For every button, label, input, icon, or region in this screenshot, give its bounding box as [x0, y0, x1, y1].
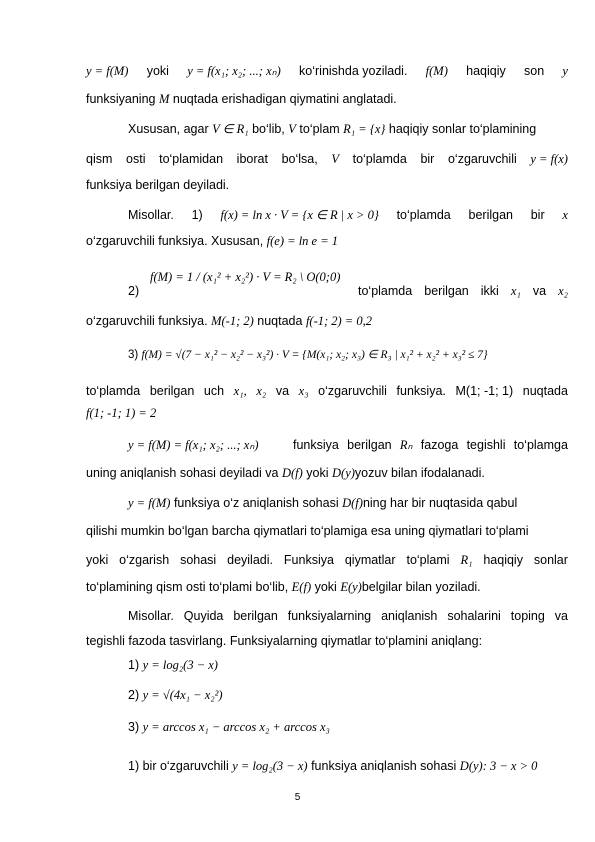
word: tegishli: [466, 438, 506, 452]
formula: x₃: [298, 384, 309, 398]
word: toping: [510, 609, 545, 623]
formula: y = log₂(3 − x): [142, 658, 218, 672]
word: to‘plamda: [86, 384, 141, 398]
word: berilgan: [233, 609, 278, 623]
word: berilgan: [424, 284, 469, 298]
page-number: 5: [294, 792, 301, 803]
list-number: 3): [128, 349, 139, 361]
exercise-item-2: [128, 686, 568, 704]
formula: D(y): [332, 466, 355, 480]
formula: D(y): 3 − x > 0: [459, 759, 538, 773]
paragraph-4-line-2: [86, 312, 568, 330]
word: berilgan: [347, 438, 392, 452]
word: to‘plamga: [513, 438, 568, 452]
paragraph-3-line-2: [86, 232, 568, 250]
word: osti: [126, 152, 146, 166]
word: Funksiya: [283, 553, 334, 567]
line-rest: [293, 436, 568, 454]
formula: x₂: [558, 284, 568, 298]
formula: x₁: [510, 284, 521, 298]
formula: V: [331, 152, 339, 166]
word: aniqlanish: [381, 609, 438, 623]
word: ko‘rinishda yoziladi.: [299, 64, 408, 78]
formula: f(M) = 1 / (x₁² + x₂²) · V = R₂ \ O(0;0): [150, 270, 341, 284]
word: Misollar.: [128, 208, 174, 222]
word: to‘plami: [406, 553, 450, 567]
text: haqiqiy sonlar to‘plamining: [388, 122, 537, 136]
formula: f(-1; 2) = 0,2: [305, 314, 372, 328]
formula: D(f): [342, 496, 363, 510]
formula: D(f): [281, 466, 303, 480]
text: to‘plam: [299, 122, 340, 136]
paragraph-7-line-4: [86, 578, 568, 596]
formula: f(M) = √(7 − x₁² − x₂² − x₃²) · V = {M(x₁; x₂; x₃) ∈ R₃ | x₁² + x₂² + x₃² ≤ 7}: [141, 349, 488, 361]
text: funksiya berilgan deyiladi.: [86, 178, 230, 192]
word: va: [532, 284, 547, 298]
paragraph-1-line-1: [86, 62, 568, 80]
text: nuqtada: [257, 314, 303, 328]
word: qiymatlar: [344, 553, 396, 567]
paragraph-7-line-2: [86, 522, 568, 540]
word: yoki: [146, 64, 169, 78]
formula: M: [158, 92, 170, 106]
paragraph-9-line-1: [128, 757, 568, 775]
formula: y = f(M): [128, 496, 171, 510]
text: yozuv bilan ifodalanadi.: [354, 466, 485, 480]
word: iborat: [236, 152, 268, 166]
text: 1) bir o‘zgaruvchili: [128, 759, 229, 773]
formula: y = f(x): [530, 152, 568, 166]
text: to‘plamining qism osti to‘plami bo‘lib,: [86, 580, 289, 594]
word: haqiqiy: [466, 64, 506, 78]
word: bir: [420, 152, 435, 166]
word: va: [554, 609, 568, 623]
formula: M(-1; 2): [211, 314, 254, 328]
formula: y = f(x₁; x₂; ...; xₙ): [187, 64, 281, 78]
paragraph-2-line-2: [86, 150, 568, 168]
formula: f(M): [425, 64, 448, 78]
formula: y = f(M) = f(x₁; x₂; ...; xₙ): [128, 438, 259, 452]
word: qism: [86, 152, 113, 166]
formula: R₁: [460, 553, 473, 567]
text: nuqtada erishadigan qiymatini anglatadi.: [172, 92, 397, 106]
formula: V: [288, 122, 296, 136]
formula: Rₙ: [399, 438, 413, 452]
word: Misollar.: [128, 609, 174, 623]
line-rest: [358, 282, 568, 300]
text: ning har bir nuqtasida qabul: [362, 496, 518, 510]
text: bo‘lib,: [252, 122, 285, 136]
word: M(1; -1; 1): [455, 384, 514, 398]
paragraph-6-line-2: [86, 464, 568, 482]
exercise-item-3: [128, 718, 568, 736]
text: uning aniqlanish sohasi deyiladi va: [86, 466, 279, 480]
formula: E(f): [291, 580, 312, 594]
formula: y = log₂(3 − x): [232, 759, 308, 773]
text: tegishli fazoda tasvirlang. Funksiyalarning qiymatlar to‘plamini aniqlang:: [86, 634, 483, 648]
word: bo‘lsa,: [281, 152, 318, 166]
paragraph-5-line-3: [86, 404, 568, 422]
word: Quyida: [183, 609, 224, 623]
list-number: 3): [128, 720, 140, 734]
word: sohasi: [180, 553, 217, 567]
word: sonlar: [533, 553, 568, 567]
word: ikki: [480, 284, 499, 298]
word: to‘plamda: [352, 152, 407, 166]
word: deyiladi.: [227, 553, 273, 567]
formula: x₂: [256, 384, 267, 398]
formula: f(x) = ln x · V = {x ∈ R | x > 0}: [220, 208, 379, 222]
word: berilgan: [149, 384, 195, 398]
formula: f(1; -1; 1) = 2: [86, 406, 157, 420]
text: o‘zgaruvchili funksiya.: [86, 314, 208, 328]
paragraph-7-line-1: [128, 494, 568, 512]
word: sohalarini: [447, 609, 501, 623]
word: to‘plamda: [396, 208, 451, 222]
formula: y: [562, 64, 568, 78]
word: 1): [191, 208, 203, 222]
word: o‘zgaruvchili: [447, 152, 517, 166]
word: bir: [530, 208, 545, 222]
word: to‘plamidan: [159, 152, 224, 166]
paragraph-3-line-1: [128, 206, 568, 224]
formula: E(y): [340, 580, 362, 594]
formula: f(e) = ln e = 1: [266, 234, 339, 248]
paragraph-2-line-3: [86, 176, 568, 194]
paragraph-8-line-2: [86, 632, 568, 650]
text: qilishi mumkin bo‘lgan barcha qiymatlari to‘plamiga esa uning qiymatlari to‘plami: [86, 524, 529, 538]
word: haqiqiy: [483, 553, 523, 567]
word: o‘zgaruvchili: [318, 384, 387, 398]
formula: x: [562, 208, 568, 222]
text: funksiya o‘z aniqlanish sohasi: [173, 496, 339, 510]
formula: R₁ = {x}: [343, 122, 386, 136]
paragraph-1-line-2: [86, 90, 568, 108]
paragraph-5-line-1: [128, 346, 568, 364]
formula: y = arccos x₁ − arccos x₂ + arccos x₃: [142, 720, 330, 734]
word: va: [275, 384, 290, 398]
text: belgilar bilan yoziladi.: [361, 580, 481, 594]
paragraph-8-line-1: [128, 607, 568, 625]
list-number: 2): [128, 688, 140, 702]
list-number: 2): [128, 284, 140, 298]
text: funksiyaning: [86, 92, 156, 106]
text: yoki: [314, 580, 337, 594]
word: funksiya: [293, 438, 339, 452]
paragraph-7-line-3: [86, 551, 568, 569]
exercise-item-1: [128, 656, 568, 674]
word: nuqtada: [522, 384, 568, 398]
formula: y = f(M): [86, 64, 129, 78]
word: o‘zgarish: [119, 553, 170, 567]
text: Xususan, agar: [128, 122, 209, 136]
word: to‘plamda: [358, 284, 413, 298]
word: son: [524, 64, 545, 78]
formula: x₁,: [233, 384, 247, 398]
text: funksiya aniqlanish sohasi: [311, 759, 457, 773]
paragraph-5-line-2: [86, 382, 568, 400]
word: funksiyalarning: [287, 609, 372, 623]
word: funksiya.: [396, 384, 446, 398]
text: o‘zgaruvchili funksiya. Xususan,: [86, 234, 264, 248]
text: yoki: [306, 466, 329, 480]
word: yoki: [86, 553, 109, 567]
list-number: 1): [128, 658, 140, 672]
paragraph-2-line-1: [128, 120, 568, 138]
formula: y = √(4x₁ − x₂²): [142, 688, 223, 702]
formula: V ∈ R₁: [212, 122, 249, 136]
word: uch: [203, 384, 225, 398]
word: berilgan: [468, 208, 513, 222]
word: fazoga: [420, 438, 459, 452]
